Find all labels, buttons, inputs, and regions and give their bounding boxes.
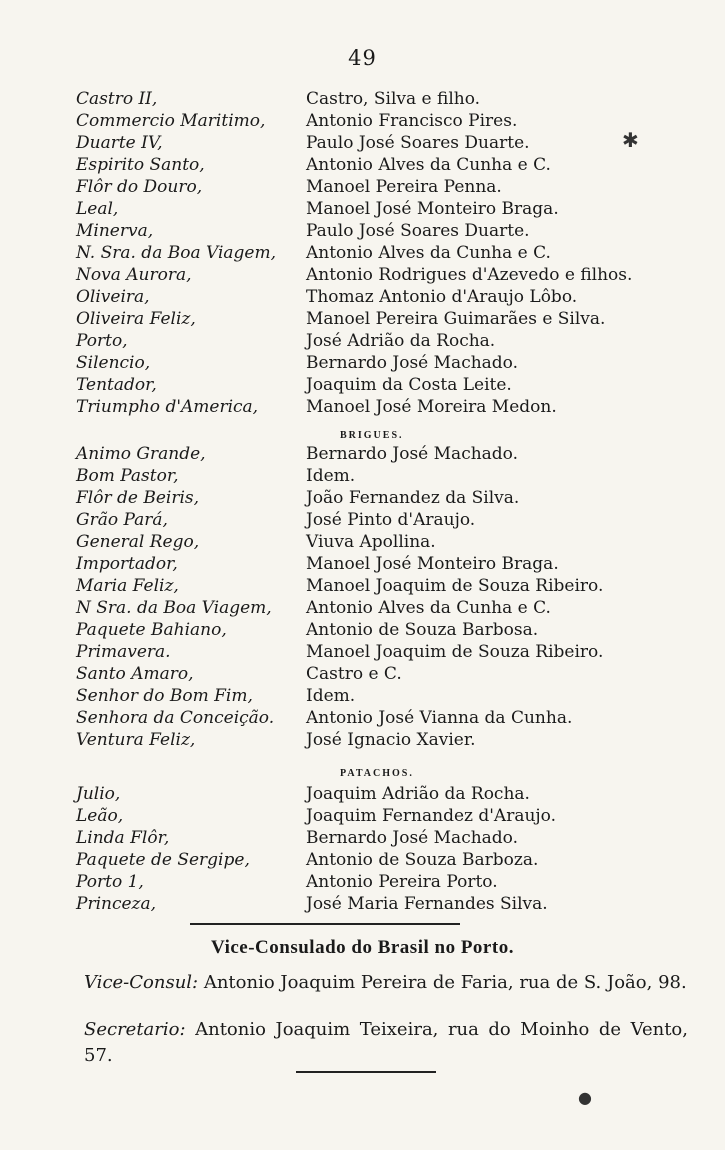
ship-name: Minerva, — [76, 221, 154, 241]
ship-name: Porto 1, — [76, 872, 144, 892]
vice-consul-entry — [84, 970, 688, 996]
owner-name: Thomaz Antonio d'Araujo Lôbo. — [306, 287, 578, 307]
ship-name: Princeza, — [76, 894, 157, 914]
ship-name: Silencio, — [76, 353, 151, 373]
ship-name: Animo Grande, — [76, 444, 206, 464]
owner-name: Manoel José Monteiro Braga. — [306, 554, 559, 574]
vice-consul-role: Vice-Consul: — [84, 972, 199, 993]
ship-name: Espirito Santo, — [76, 155, 205, 175]
owner-name: Viuva Apollina. — [306, 532, 436, 552]
owner-name: Castro, Silva e filho. — [306, 89, 481, 109]
ship-name: Triumpho d'America, — [76, 397, 259, 417]
ship-name: Castro II, — [76, 89, 158, 109]
owner-name: Bernardo José Machado. — [306, 353, 519, 373]
ship-name: Flôr de Beiris, — [76, 488, 200, 508]
vice-consul-text: Antonio Joaquim Pereira de Faria, rua de S. João, 98. — [203, 972, 687, 993]
ship-name: Oliveira Feliz, — [76, 309, 196, 329]
ship-name: Paquete Bahiano, — [76, 620, 227, 640]
owner-name: Manoel Pereira Guimarães e Silva. — [306, 309, 606, 329]
ship-name: Importador, — [76, 554, 178, 574]
ship-name: Julio, — [76, 784, 121, 804]
owner-name: Antonio Alves da Cunha e C. — [306, 598, 551, 618]
owner-name: José Pinto d'Araujo. — [306, 510, 476, 530]
ship-name: Tentador, — [76, 375, 157, 395]
owner-name: Antonio Alves da Cunha e C. — [306, 243, 551, 263]
ship-name: Paquete de Sergipe, — [76, 850, 250, 870]
page-number: 49 — [348, 46, 377, 70]
ship-name: Primavera. — [76, 642, 171, 662]
owner-name: Castro e C. — [306, 664, 402, 684]
owner-name: Manoel Joaquim de Souza Ribeiro. — [306, 576, 604, 596]
owner-name: Antonio de Souza Barbosa. — [306, 620, 539, 640]
owner-name: Manoel Pereira Penna. — [306, 177, 502, 197]
ship-name: Commercio Maritimo, — [76, 111, 266, 131]
ship-name: Maria Feliz, — [76, 576, 179, 596]
ship-name: Bom Pastor, — [76, 466, 179, 486]
secretario-entry — [84, 1017, 688, 1069]
ship-name: N Sra. da Boa Viagem, — [76, 598, 272, 618]
ship-name: Senhora da Conceição. — [76, 708, 275, 728]
ship-name: Nova Aurora, — [76, 265, 192, 285]
owner-name: Manoel José Moreira Medon. — [306, 397, 557, 417]
owner-name: Joaquim Adrião da Rocha. — [306, 784, 530, 804]
ship-name: Santo Amaro, — [76, 664, 194, 684]
patachos-heading: PATACHOS. — [340, 768, 414, 779]
end-rule — [296, 1071, 436, 1073]
ink-mark-icon: ● — [578, 1088, 592, 1107]
section-title: Vice-Consulado do Brasil no Porto. — [211, 937, 514, 958]
ship-name: N. Sra. da Boa Viagem, — [76, 243, 277, 263]
brigues-heading: BRIGUES. — [340, 430, 404, 441]
owner-name: João Fernandez da Silva. — [306, 488, 520, 508]
owner-name: José Ignacio Xavier. — [306, 730, 476, 750]
ship-name: Leão, — [76, 806, 124, 826]
owner-name: Antonio Rodrigues d'Azevedo e filhos. — [306, 265, 633, 285]
ship-name: Leal, — [76, 199, 119, 219]
owner-name: Antonio Francisco Pires. — [306, 111, 518, 131]
ship-name: Ventura Feliz, — [76, 730, 196, 750]
owner-name: Antonio Alves da Cunha e C. — [306, 155, 551, 175]
owner-name: Joaquim Fernandez d'Araujo. — [306, 806, 557, 826]
owner-name: Paulo José Soares Duarte. — [306, 133, 530, 153]
owner-name: Bernardo José Machado. — [306, 828, 519, 848]
ship-name: Grão Pará, — [76, 510, 168, 530]
ship-name: General Rego, — [76, 532, 200, 552]
ship-name: Flôr do Douro, — [76, 177, 203, 197]
ship-name: Duarte IV, — [76, 133, 163, 153]
ship-name: Porto, — [76, 331, 128, 351]
ship-name: Senhor do Bom Fim, — [76, 686, 253, 706]
owner-name: Joaquim da Costa Leite. — [306, 375, 512, 395]
owner-name: José Maria Fernandes Silva. — [306, 894, 548, 914]
owner-name: Bernardo José Machado. — [306, 444, 519, 464]
owner-name: Manoel José Monteiro Braga. — [306, 199, 559, 219]
owner-name: Paulo José Soares Duarte. — [306, 221, 530, 241]
ship-name: Linda Flôr, — [76, 828, 170, 848]
owner-name: Antonio Pereira Porto. — [306, 872, 498, 892]
ship-name: Oliveira, — [76, 287, 150, 307]
secretario-role: Secretario: — [84, 1019, 186, 1040]
owner-name: Antonio de Souza Barboza. — [306, 850, 539, 870]
secretario-text: Antonio Joaquim Teixeira, rua do Moinho de Vento, 57. — [84, 1019, 688, 1066]
owner-name: Idem. — [306, 686, 356, 706]
ink-blot-icon: ✱ — [622, 128, 639, 152]
owner-name: Antonio José Vianna da Cunha. — [306, 708, 573, 728]
owner-name: Idem. — [306, 466, 356, 486]
owner-name: Manoel Joaquim de Souza Ribeiro. — [306, 642, 604, 662]
divider-rule — [190, 923, 460, 925]
owner-name: José Adrião da Rocha. — [306, 331, 496, 351]
